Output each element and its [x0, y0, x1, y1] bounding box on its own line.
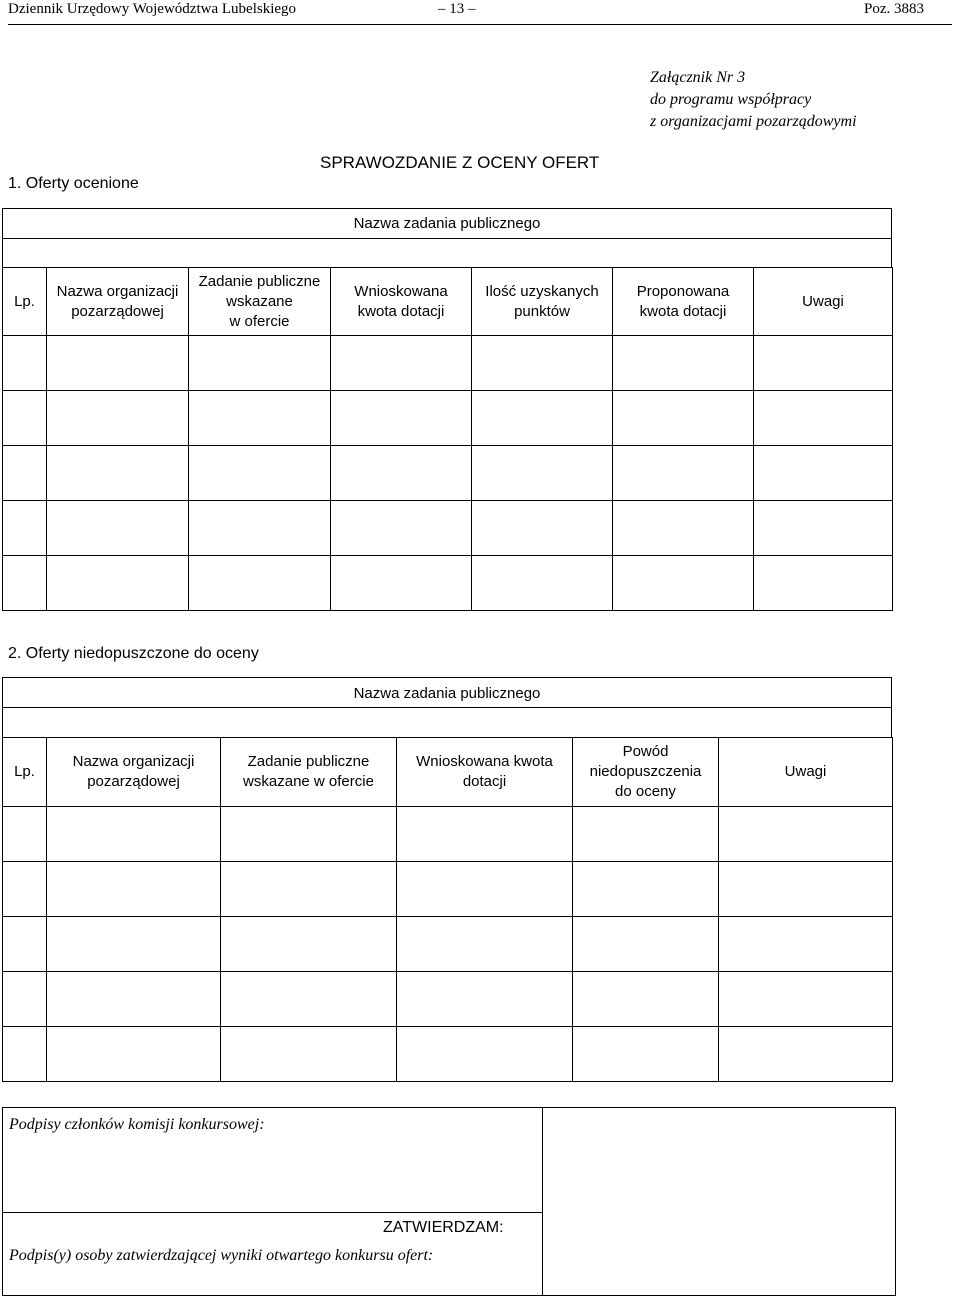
table-row [3, 862, 893, 917]
cell[interactable] [3, 556, 47, 611]
cell[interactable] [719, 807, 893, 862]
cell[interactable] [331, 336, 472, 391]
cell[interactable] [472, 501, 613, 556]
commission-signatures-label: Podpisy członków komisji konkursowej: [9, 1116, 265, 1133]
header-rule [8, 24, 952, 25]
column-header-task: Zadanie publiczne wskazane w ofercie [189, 268, 331, 336]
annex-line-3: z organizacjami pozarządowymi [650, 113, 857, 130]
cell[interactable] [397, 917, 573, 972]
annex-line-2: do programu współpracy [650, 91, 812, 108]
cell[interactable] [472, 556, 613, 611]
section1-task-box [2, 208, 892, 268]
cell[interactable] [397, 862, 573, 917]
cell[interactable] [573, 1027, 719, 1082]
section2-task-box [2, 677, 892, 738]
cell[interactable] [3, 501, 47, 556]
annex-line-1: Załącznik Nr 3 [650, 69, 746, 86]
section1-table [2, 267, 893, 611]
column-header-organization: Nazwa organizacji pozarządowej [47, 268, 189, 336]
cell[interactable] [47, 1027, 221, 1082]
section2-table [2, 737, 893, 1082]
cell[interactable] [472, 391, 613, 446]
section2-heading: 2. Oferty niedopuszczone do oceny [8, 645, 259, 662]
column-header-lp: Lp. [3, 738, 47, 807]
cell[interactable] [719, 917, 893, 972]
cell[interactable] [331, 501, 472, 556]
cell[interactable] [754, 391, 893, 446]
table-row [3, 556, 893, 611]
cell[interactable] [3, 917, 47, 972]
column-header-organization: Nazwa organizacji pozarządowej [47, 738, 221, 807]
table-row [3, 501, 893, 556]
cell[interactable] [3, 446, 47, 501]
table-row [3, 391, 893, 446]
cell[interactable] [472, 336, 613, 391]
cell[interactable] [47, 807, 221, 862]
cell[interactable] [3, 862, 47, 917]
cell[interactable] [754, 336, 893, 391]
cell[interactable] [613, 391, 754, 446]
cell[interactable] [221, 917, 397, 972]
cell[interactable] [3, 1027, 47, 1082]
cell[interactable] [719, 972, 893, 1027]
cell[interactable] [47, 972, 221, 1027]
cell[interactable] [47, 862, 221, 917]
section2-task-divider [3, 707, 891, 708]
cell[interactable] [221, 807, 397, 862]
cell[interactable] [47, 556, 189, 611]
cell[interactable] [221, 862, 397, 917]
column-header-rejection-reason: Powód niedopuszczenia do oceny [573, 738, 719, 807]
cell[interactable] [189, 446, 331, 501]
cell[interactable] [331, 391, 472, 446]
column-header-points: Ilość uzyskanych punktów [472, 268, 613, 336]
table-row [3, 972, 893, 1027]
column-header-lp: Lp. [3, 268, 47, 336]
cell[interactable] [189, 501, 331, 556]
section1-task-divider [3, 238, 891, 239]
section1-task-label: Nazwa zadania publicznego [353, 215, 541, 232]
cell[interactable] [573, 972, 719, 1027]
table-row [3, 1027, 893, 1082]
cell[interactable] [47, 336, 189, 391]
cell[interactable] [47, 917, 221, 972]
table-row [3, 336, 893, 391]
cell[interactable] [754, 556, 893, 611]
cell[interactable] [573, 807, 719, 862]
signatures-box [2, 1107, 896, 1296]
cell[interactable] [3, 972, 47, 1027]
section1-header-row [3, 268, 893, 336]
cell[interactable] [47, 446, 189, 501]
cell[interactable] [754, 501, 893, 556]
cell[interactable] [613, 446, 754, 501]
journal-name: Dziennik Urzędowy Województwa Lubelskiego [8, 1, 297, 17]
cell[interactable] [573, 917, 719, 972]
column-header-task: Zadanie publiczne wskazane w ofercie [221, 738, 397, 807]
column-header-remarks: Uwagi [719, 738, 893, 807]
column-header-remarks: Uwagi [754, 268, 893, 336]
cell[interactable] [472, 446, 613, 501]
cell[interactable] [47, 501, 189, 556]
cell[interactable] [613, 501, 754, 556]
signatures-vertical-divider [542, 1108, 543, 1295]
page-number: – 13 – [438, 1, 476, 17]
cell[interactable] [331, 446, 472, 501]
approver-signature-label: Podpis(y) osoby zatwierdzającej wyniki otwartego konkursu ofert: [9, 1247, 434, 1264]
cell[interactable] [221, 972, 397, 1027]
document-title: SPRAWOZDANIE Z OCENY OFERT [320, 153, 600, 172]
column-header-requested-amount: Wnioskowana kwota dotacji [397, 738, 573, 807]
cell[interactable] [3, 336, 47, 391]
cell[interactable] [189, 391, 331, 446]
section2-task-label: Nazwa zadania publicznego [353, 685, 541, 702]
cell[interactable] [47, 391, 189, 446]
section2-header-row [3, 738, 893, 807]
cell[interactable] [331, 556, 472, 611]
cell[interactable] [573, 862, 719, 917]
cell[interactable] [189, 556, 331, 611]
cell[interactable] [719, 862, 893, 917]
cell[interactable] [613, 336, 754, 391]
cell[interactable] [754, 446, 893, 501]
cell[interactable] [397, 807, 573, 862]
cell[interactable] [397, 1027, 573, 1082]
table-row [3, 807, 893, 862]
cell[interactable] [189, 336, 331, 391]
cell[interactable] [613, 556, 754, 611]
cell[interactable] [3, 807, 47, 862]
column-header-requested-amount: Wnioskowana kwota dotacji [331, 268, 472, 336]
table-row [3, 917, 893, 972]
cell[interactable] [221, 1027, 397, 1082]
position-number: Poz. 3883 [864, 1, 924, 17]
cell[interactable] [397, 972, 573, 1027]
table-row [3, 446, 893, 501]
section1-heading: 1. Oferty ocenione [8, 175, 139, 192]
approve-label: ZATWIERDZAM: [383, 1219, 504, 1236]
cell[interactable] [3, 391, 47, 446]
cell[interactable] [719, 1027, 893, 1082]
signatures-horizontal-divider [3, 1212, 542, 1213]
column-header-proposed-amount: Proponowana kwota dotacji [613, 268, 754, 336]
